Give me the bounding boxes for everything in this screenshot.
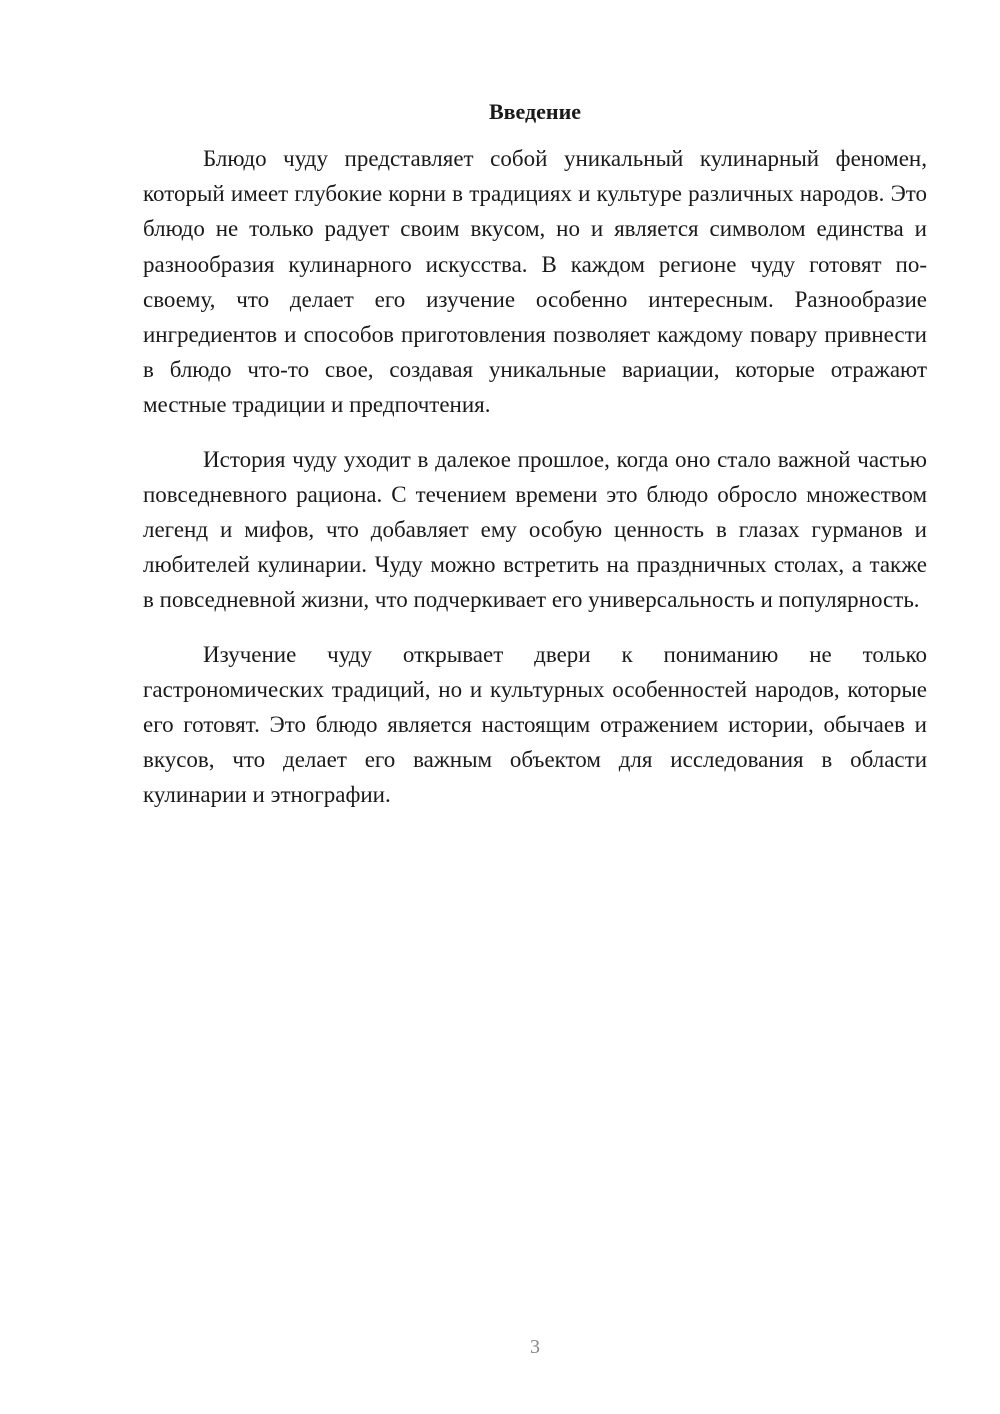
paragraph: Блюдо чуду представляет собой уникальный кулинарный феномен, который имеет глубокие корни в традициях и культуре различных народов. Это блюдо не только радует своим вкусом, но и является символом единства и разнообразия кулинарного искусства. В каждом регионе чуду готовят по-своему, что делает его изучение особенно интересным. Разнообразие ингредиентов и способов приготовления позволяет каждому повару привнести в блюдо что-то свое, создавая уникальные вариации, которые отражают местные традиции и предпочтения. xyxy=(143,146,927,418)
section-heading: Введение xyxy=(488,99,582,124)
paragraph: История чуду уходит в далекое прошлое, когда оно стало важной частью повседневного рациона. С течением времени это блюдо обросло множеством легенд и мифов, что добавляет ему особую ценность в глазах гурманов и любителей кулинарии. Чуду можно встретить на праздничных столах, а также в повседневной жизни, что подчеркивает его универсальность и популярность. xyxy=(143,446,927,613)
page-number: 3 xyxy=(530,1336,540,1358)
body-text xyxy=(143,141,927,813)
paragraph: Изучение чуду открывает двери к пониманию не только гастрономических традиций, но и культурных особенностей народов, которые его готовят. Это блюдо является настоящим отражением истории, обычаев и вкусов, что делает его важным объектом для исследования в области кулинарии и этнографии. xyxy=(143,641,927,808)
